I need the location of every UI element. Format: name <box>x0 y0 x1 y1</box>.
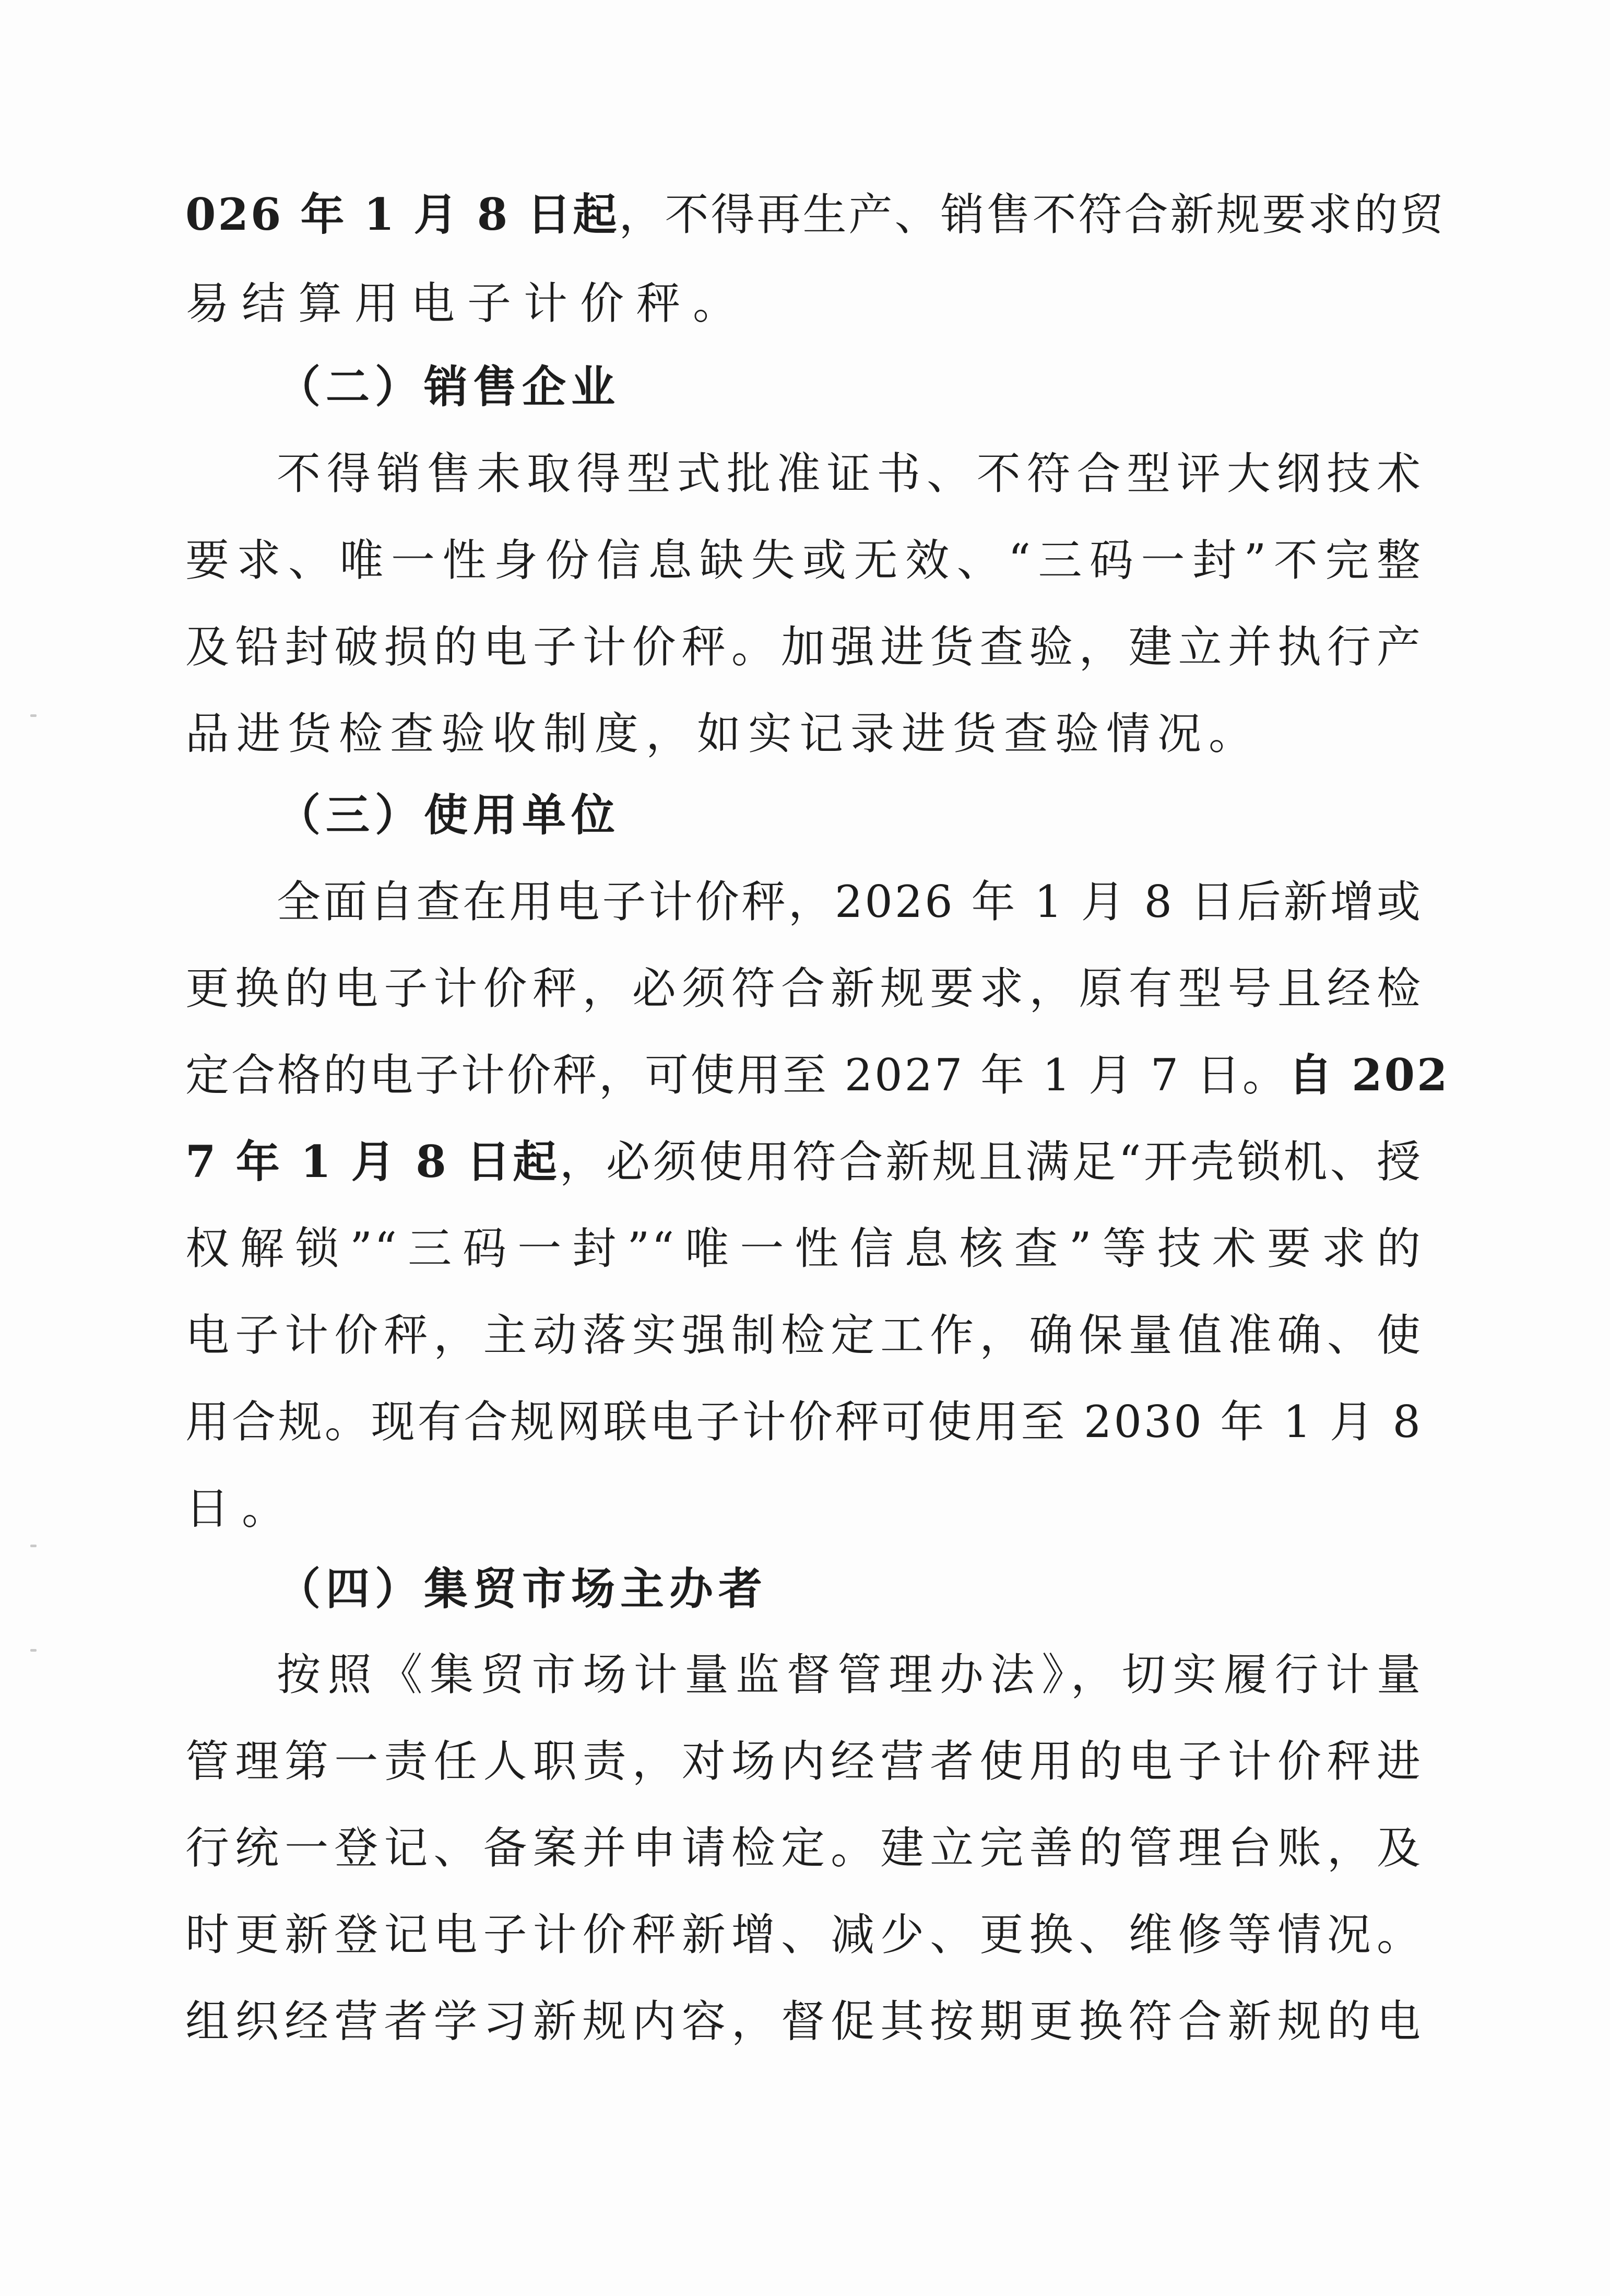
paragraph-line: 要求、唯一性身份信息缺失或无效、“三码一封”不完整 <box>185 535 1423 586</box>
section-heading: （二）销售企业 <box>277 361 621 413</box>
paragraph-line: 电子计价秤，主动落实强制检定工作，确保量值准确、使 <box>185 1310 1423 1361</box>
paragraph-line: 时更新登记电子计价秤新增、减少、更换、维修等情况。 <box>185 1909 1423 1960</box>
text-run: ，不得再生产、销售不符合新规要求的贸 <box>619 189 1446 240</box>
paragraph-line: 行统一登记、备案并申请检定。建立完善的管理台账，及 <box>185 1822 1423 1874</box>
paragraph-line: 组织经营者学习新规内容，督促其按期更换符合新规的电 <box>185 1996 1423 2047</box>
section-heading: （三）使用单位 <box>277 789 621 841</box>
paragraph-line: 按照《集贸市场计量监督管理办法》，切实履行计量 <box>277 1649 1423 1700</box>
paragraph-line: 全面自查在用电子计价秤，2026 年 1 月 8 日后新增或 <box>277 876 1423 927</box>
text-run: ，必须使用符合新规且满足“开壳锁机、授 <box>559 1136 1423 1187</box>
bold-date-phrase: 026 年 1 月 8 日起 <box>185 189 619 240</box>
paragraph-line: 及铅封破损的电子计价秤。加强进货查验，建立并执行产 <box>185 621 1423 673</box>
scan-speck <box>30 714 37 717</box>
scan-speck <box>30 1649 37 1652</box>
text-run: 定合格的电子计价秤，可使用至 2027 年 1 月 7 日。 <box>185 1050 1288 1101</box>
scan-speck <box>30 1545 37 1547</box>
paragraph-line: 权解锁”“三码一封”“唯一性信息核查”等技术要求的 <box>185 1223 1423 1274</box>
paragraph-line <box>185 175 1446 254</box>
paragraph-line: 更换的电子计价秤，必须符合新规要求，原有型号且经检 <box>185 963 1423 1014</box>
paragraph-line: 日。 <box>185 1483 299 1534</box>
paragraph-line: 易结算用电子计价秤。 <box>185 278 750 329</box>
section-heading: （四）集贸市场主办者 <box>277 1563 768 1615</box>
paragraph-line <box>185 1123 1423 1201</box>
paragraph-line: 不得销售未取得型式批准证书、不符合型评大纲技术 <box>277 448 1423 499</box>
paragraph-line: 管理第一责任人职责，对场内经营者使用的电子计价秤进 <box>185 1736 1423 1787</box>
bold-date-phrase: 自 202 <box>1288 1049 1450 1101</box>
bold-date-phrase: 7 年 1 月 8 日起 <box>185 1136 560 1187</box>
paragraph-line: 品进货检查验收制度，如实记录进货查验情况。 <box>185 708 1260 759</box>
paragraph-line: 用合规。现有合规网联电子计价秤可使用至 2030 年 1 月 8 <box>185 1396 1423 1447</box>
paragraph-line <box>185 1036 1450 1114</box>
